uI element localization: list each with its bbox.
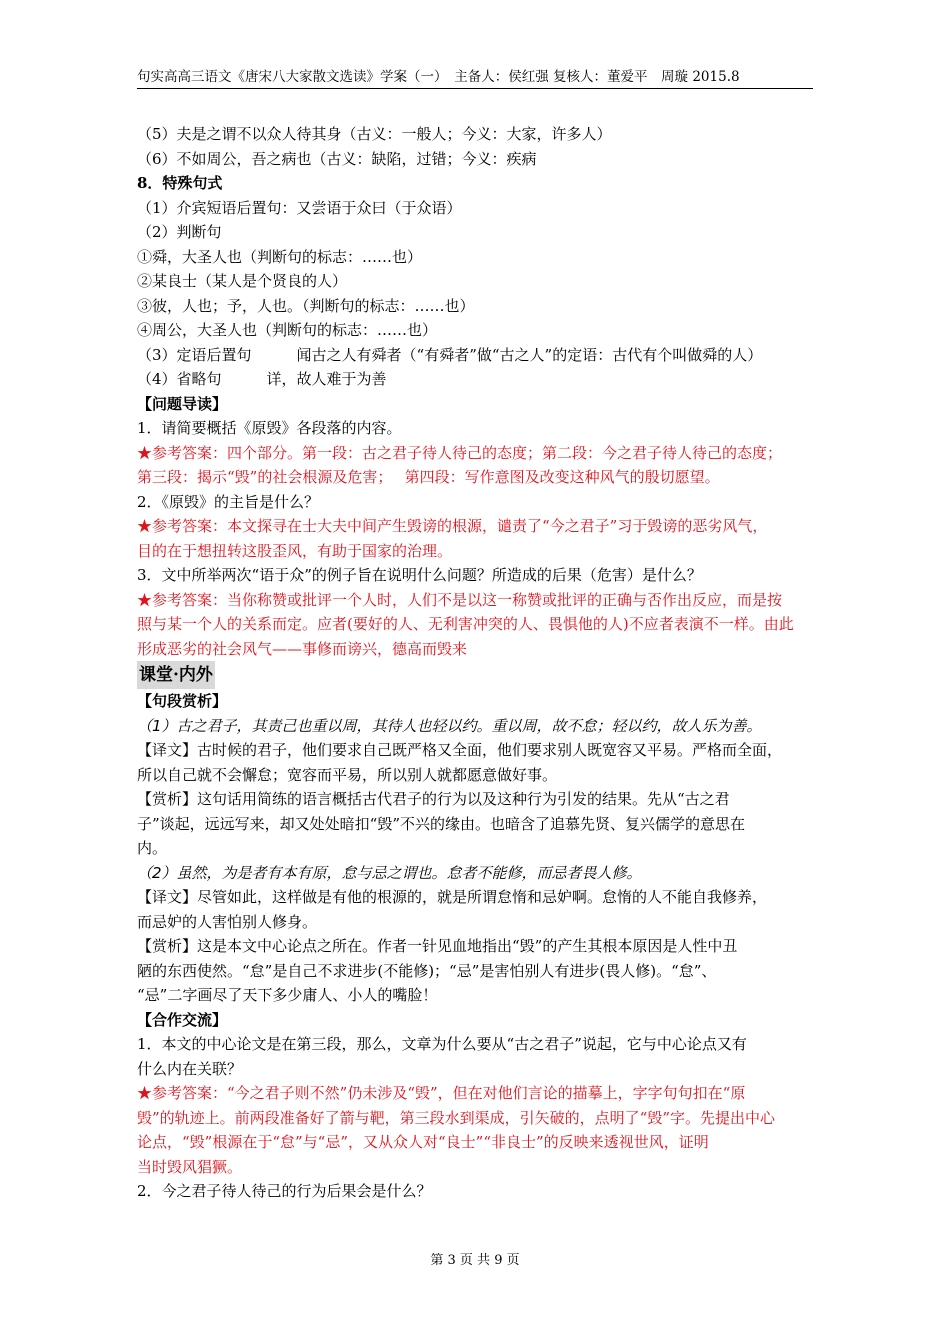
text-line: 陋的东西使然。“怠”是自己不求进步(不能修)；“忌”是害怕别人有进步(畏人修)。“怠”、 (137, 961, 717, 980)
reference-answer-line: ★参考答案：当你称赞或批评一个人时，人们不是以这一称赞或批评的正确与否作出反应，而是按 (137, 590, 783, 609)
text-line: 【译文】尽管如此，这样做是有他的根源的，就是所谓怠惰和忌妒啊。怠惰的人不能自我修养， (137, 888, 768, 906)
text-line: ①舜，大圣人也（判断句的标志：……也） (137, 247, 423, 266)
reference-answer-line: 论点，“毁”根源在于“怠”与“忌”，又从众人对“良士”“非良士”的反映来透视世风，证明 (137, 1133, 709, 1151)
reference-answer-line: ★参考答案：本文探寻在士大夫中间产生毁谤的根源，谴责了“今之君子”习于毁谤的恶劣风气， (137, 517, 768, 535)
text-line: 【合作交流】 (137, 1010, 228, 1029)
text-line: 2．《原毁》的主旨是什么？ (137, 492, 320, 511)
text-line: （4）省略句 详，故人难于为善 (137, 370, 387, 388)
reference-answer-line: ★参考答案：四个部分。第一段：古之君子待人待己的态度；第二段：今之君子待人待己的态度； (137, 443, 783, 462)
text-line: 【赏析】这是本文中心论点之所在。作者一针见血地指出“毁”的产生其根本原因是人性中丑 (137, 937, 738, 955)
text-line: 【译文】古时候的君子，他们要求自己既严格又全面，他们要求别人既宽容又平易。严格而全面， (137, 741, 783, 759)
text-line: 内。 (137, 839, 168, 857)
text-line: （2）虽然，为是者有本有原，怠与忌之谓也。怠者不能修，而忌者畏人修。 (137, 863, 642, 882)
page-footer: 第 3 页 共 9 页 (430, 1253, 520, 1268)
text-line: 什么内在关联？ (137, 1059, 243, 1078)
text-line: 1．本文的中心论文是在第三段，那么，文章为什么要从“古之君子”说起，它与中心论点又有 (137, 1035, 747, 1053)
text-line: 所以自己就不会懈怠；宽容而平易，所以别人就都愿意做好事。 (137, 765, 558, 784)
text-line: 3．文中所举两次“语于众”的例子旨在说明什么问题？所造成的后果（危害）是什么？ (137, 566, 702, 584)
reference-answer-line: 第三段：揭示“毁”的社会根源及危害； 第四段：写作意图及改变这种风气的殷切愿望。 (137, 468, 720, 486)
text-line: （5）夫是之谓不以众人待其身（古义：一般人；今义：大家，许多人） (137, 125, 612, 143)
reference-answer-line: ★参考答案：“今之君子则不然”仍未涉及“毁”，但在对他们言论的描摹上，字字句句扣在“原 (137, 1084, 746, 1102)
page-header: 句实高高三语文《唐宋八大家散文选读》学案（一） 主备人：侯红强 复核人：董爱平 周璇 2015.8 (137, 66, 813, 89)
text-line: 2．今之君子待人待己的行为后果会是什么？ (137, 1182, 432, 1200)
text-line: 【问题导读】 (137, 394, 228, 413)
reference-answer-line: 毁”的轨迹上。前两段准备好了箭与靶，第三段水到渠成，引矢破的，点明了“毁”字。先提出中心 (137, 1108, 776, 1127)
text-line: （1）介宾短语后置句：又尝语于众曰（于众语） (137, 198, 462, 217)
reference-answer-line: 当时毁风猖獗。 (137, 1157, 243, 1176)
text-line: （2）判断句 (137, 223, 222, 241)
section-title: 课堂·内外 (137, 661, 215, 689)
reference-answer-line: 照与某一个人的关系而定。应者(要好的人、无利害冲突的人、畏惧他的人)不应者表演不一样。由此 (137, 615, 794, 633)
text-line: 1．请简要概括《原毁》各段落的内容。 (137, 419, 402, 437)
text-line: 子”谈起，远远写来，却又处处暗扣“毁”不兴的缘由。也暗含了追慕先贤、复兴儒学的意思在 (137, 814, 746, 833)
document-body (137, 122, 817, 1204)
text-line: （3）定语后置句 闻古之人有舜者（“有舜者”做“古之人”的定语：古代有个叫做舜的人） (137, 345, 763, 364)
text-line: “忌”二字画尽了天下多少庸人、小人的嘴脸！ (137, 986, 438, 1004)
text-line: 【句段赏析】 (137, 692, 228, 710)
text-line: ④周公，大圣人也（判断句的标志：……也） (137, 321, 438, 339)
reference-answer-line: 形成恶劣的社会风气——事修而谤兴，德高而毁来 (137, 639, 468, 658)
text-line: （6）不如周公，吾之病也（古义：缺陷，过错；今义：疾病 (137, 149, 537, 168)
text-line: 【赏析】这句话用简练的语言概括古代君子的行为以及这种行为引发的结果。先从“古之君 (137, 790, 730, 808)
text-line: （1）古之君子，其责己也重以周，其待人也轻以约。重以周，故不怠；轻以约，故人乐为善。 (137, 716, 762, 735)
text-line: ③彼，人也；予，人也。（判断句的标志：……也） (137, 296, 475, 315)
text-line: 而忌妒的人害怕别人修身。 (137, 912, 318, 931)
text-line: ②某良士（某人是个贤良的人） (137, 272, 348, 290)
text-line: 8．特殊句式 (137, 174, 223, 192)
reference-answer-line: 目的在于想扭转这股歪风，有助于国家的治理。 (137, 541, 453, 560)
section-heading (137, 661, 817, 689)
